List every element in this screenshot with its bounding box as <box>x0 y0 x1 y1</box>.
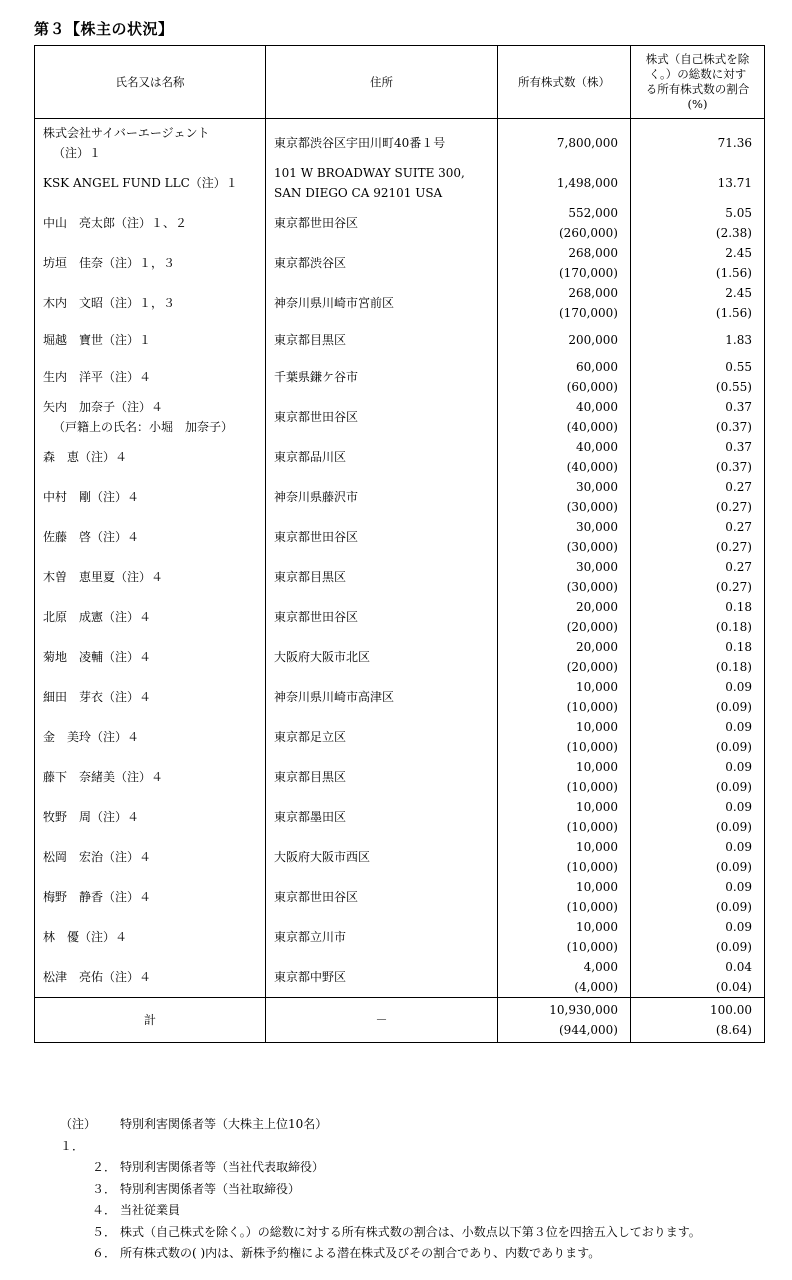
ratio-cell <box>631 957 765 998</box>
address-cell <box>266 677 498 717</box>
total-shares-potential: (944,000) <box>559 1023 618 1037</box>
ratio-value: 0.09 <box>725 760 752 774</box>
shares-cell <box>498 477 631 517</box>
shares-value: 10,000 <box>576 720 618 734</box>
table-row <box>35 243 765 283</box>
shares-potential: (170,000) <box>559 266 618 280</box>
address-cell <box>266 917 498 957</box>
table-row <box>35 837 765 877</box>
shares-potential: (4,000) <box>574 980 618 994</box>
holder-address: 大阪府大阪市西区 <box>274 850 371 864</box>
address-cell <box>266 637 498 677</box>
name-cell <box>35 397 266 437</box>
address-cell <box>266 477 498 517</box>
ratio-value: 2.45 <box>725 286 752 300</box>
table-row <box>35 717 765 757</box>
address-cell <box>266 837 498 877</box>
shares-value: 7,800,000 <box>556 136 618 150</box>
holder-address: 東京都渋谷区宇田川町40番１号 <box>274 136 446 150</box>
table-row <box>35 557 765 597</box>
holder-address: 東京都渋谷区 <box>274 256 347 270</box>
ratio-potential: (0.27) <box>715 580 752 594</box>
ratio-value: 2.45 <box>725 246 752 260</box>
shares-cell <box>498 597 631 637</box>
ratio-cell <box>631 917 765 957</box>
holder-address: 東京都中野区 <box>274 970 347 984</box>
holder-name: 木内 文昭（注）１，３ <box>43 296 176 310</box>
holder-address: 東京都足立区 <box>274 730 347 744</box>
ratio-potential: (0.18) <box>715 660 752 674</box>
holder-name: 木曽 恵里夏（注）４ <box>43 570 164 584</box>
holder-name: 牧野 周（注）４ <box>43 810 140 824</box>
shares-cell <box>498 757 631 797</box>
total-shares-value: 10,930,000 <box>549 1003 618 1017</box>
name-cell <box>35 797 266 837</box>
name-cell <box>35 243 266 283</box>
holder-address: 東京都世田谷区 <box>274 216 359 230</box>
ratio-potential: (0.09) <box>715 740 752 754</box>
ratio-cell <box>631 243 765 283</box>
holder-name: 中山 亮太郎（注）１、２ <box>43 216 188 230</box>
holder-address: 神奈川県川崎市高津区 <box>274 690 395 704</box>
name-cell <box>35 477 266 517</box>
shares-value: 1,498,000 <box>556 176 618 190</box>
ratio-cell <box>631 597 765 637</box>
note-text: 特別利害関係者等（当社代表取締役） <box>120 1160 325 1174</box>
holder-name: 林 優（注）４ <box>43 930 128 944</box>
ratio-cell <box>631 357 765 397</box>
shares-potential: (10,000) <box>566 700 618 714</box>
holder-name: 北原 成憲（注）４ <box>43 610 152 624</box>
shares-value: 40,000 <box>576 440 618 454</box>
shares-potential: (10,000) <box>566 740 618 754</box>
name-cell <box>35 203 266 243</box>
name-cell <box>35 437 266 477</box>
shares-potential: (10,000) <box>566 900 618 914</box>
holder-name-note: （戸籍上の氏名：小堀 加奈子） <box>53 420 234 434</box>
shares-potential: (170,000) <box>559 306 618 320</box>
shares-potential: (10,000) <box>566 940 618 954</box>
holder-address: 東京都墨田区 <box>274 810 347 824</box>
note-label: ２． <box>91 1160 116 1174</box>
table-row <box>35 597 765 637</box>
shares-value: 10,000 <box>576 680 618 694</box>
holder-address: 東京都世田谷区 <box>274 410 359 424</box>
header-name: 氏名又は名称 <box>35 46 266 119</box>
shares-value: 30,000 <box>576 560 618 574</box>
holder-address: 101 W BROADWAY SUITE 300, <box>274 166 465 180</box>
shares-potential: (30,000) <box>566 500 618 514</box>
address-cell <box>266 203 498 243</box>
ratio-value: 0.37 <box>725 400 752 414</box>
table-row <box>35 437 765 477</box>
shares-cell <box>498 637 631 677</box>
holder-name: 梅野 静香（注）４ <box>43 890 152 904</box>
total-shares <box>498 998 631 1043</box>
total-ratio <box>631 998 765 1043</box>
shares-cell <box>498 357 631 397</box>
ratio-potential: (0.37) <box>715 420 752 434</box>
header-ratio-line3: る所有株式数の割合 <box>645 82 750 96</box>
holder-name-note: （注）１ <box>53 146 102 160</box>
address-cell <box>266 243 498 283</box>
name-cell <box>35 837 266 877</box>
ratio-cell <box>631 163 765 203</box>
ratio-value: 0.55 <box>725 360 752 374</box>
ratio-potential: (0.09) <box>715 860 752 874</box>
address-cell <box>266 517 498 557</box>
table-row <box>35 917 765 957</box>
shares-value: 30,000 <box>576 520 618 534</box>
holder-address: 千葉県鎌ケ谷市 <box>274 370 359 384</box>
address-cell <box>266 957 498 998</box>
note-item <box>60 1157 770 1179</box>
address-cell <box>266 119 498 164</box>
ratio-value: 0.09 <box>725 680 752 694</box>
name-cell <box>35 283 266 323</box>
holder-name: 森 恵（注）４ <box>43 450 128 464</box>
shares-cell <box>498 917 631 957</box>
table-row <box>35 477 765 517</box>
header-address: 住所 <box>266 46 498 119</box>
address-cell <box>266 283 498 323</box>
address-cell <box>266 397 498 437</box>
shares-cell <box>498 163 631 203</box>
table-row <box>35 163 765 203</box>
shares-value: 40,000 <box>576 400 618 414</box>
table-row <box>35 119 765 164</box>
holder-name: 中村 剛（注）４ <box>43 490 140 504</box>
total-address: － <box>266 998 498 1043</box>
header-shares: 所有株式数（株） <box>498 46 631 119</box>
address-cell <box>266 597 498 637</box>
shares-cell <box>498 243 631 283</box>
note-text: 特別利害関係者等（当社取締役） <box>120 1181 301 1196</box>
note-label: （注）１． <box>60 1117 97 1153</box>
name-cell <box>35 877 266 917</box>
address-cell <box>266 717 498 757</box>
note-text: 特別利害関係者等（大株主上位10名） <box>120 1117 328 1131</box>
holder-name: 松岡 宏治（注）４ <box>43 850 152 864</box>
shares-value: 10,000 <box>576 840 618 854</box>
holder-name: 金 美玲（注）４ <box>43 730 140 744</box>
shares-cell <box>498 677 631 717</box>
shares-cell <box>498 837 631 877</box>
ratio-potential: (0.09) <box>715 780 752 794</box>
shares-potential: (30,000) <box>566 580 618 594</box>
ratio-value: 0.27 <box>725 520 752 534</box>
shares-cell <box>498 797 631 837</box>
note-label: ５． <box>91 1224 116 1239</box>
table-body <box>35 119 765 998</box>
holder-address: 東京都世田谷区 <box>274 530 359 544</box>
shares-potential: (30,000) <box>566 540 618 554</box>
ratio-potential: (1.56) <box>715 266 752 280</box>
shares-potential: (260,000) <box>559 226 618 240</box>
ratio-value: 0.09 <box>725 720 752 734</box>
holder-address: 神奈川県藤沢市 <box>274 490 359 504</box>
address-cell <box>266 437 498 477</box>
name-cell <box>35 757 266 797</box>
name-cell <box>35 119 266 164</box>
name-cell <box>35 957 266 998</box>
ratio-value: 5.05 <box>725 206 752 220</box>
total-ratio-potential: (8.64) <box>715 1023 752 1037</box>
holder-name: 菊地 凌輔（注）４ <box>43 650 152 664</box>
shares-value: 30,000 <box>576 480 618 494</box>
name-cell <box>35 323 266 357</box>
shares-cell <box>498 119 631 164</box>
ratio-value: 0.09 <box>725 800 752 814</box>
shares-value: 20,000 <box>576 640 618 654</box>
ratio-potential: (0.09) <box>715 900 752 914</box>
ratio-cell <box>631 477 765 517</box>
holder-address: 東京都目黒区 <box>274 770 347 784</box>
ratio-potential: (0.55) <box>715 380 752 394</box>
shares-value: 10,000 <box>576 880 618 894</box>
shares-value: 60,000 <box>576 360 618 374</box>
shares-potential: (60,000) <box>566 380 618 394</box>
ratio-value: 0.37 <box>725 440 752 454</box>
shares-cell <box>498 323 631 357</box>
ratio-potential: (0.37) <box>715 460 752 474</box>
name-cell <box>35 717 266 757</box>
ratio-cell <box>631 797 765 837</box>
address-cell <box>266 877 498 917</box>
shares-value: 552,000 <box>568 206 618 220</box>
ratio-cell <box>631 397 765 437</box>
total-row <box>35 998 765 1043</box>
holder-address: 神奈川県川崎市宮前区 <box>274 296 395 310</box>
holder-address: 東京都目黒区 <box>274 570 347 584</box>
notes-section <box>60 1114 770 1265</box>
address-cell <box>266 757 498 797</box>
holder-name: 生内 洋平（注）４ <box>43 370 152 384</box>
note-item <box>60 1243 770 1265</box>
table-row <box>35 957 765 998</box>
shares-potential: (20,000) <box>566 620 618 634</box>
header-ratio-line2: く。）の総数に対す <box>648 67 747 81</box>
name-cell <box>35 163 266 203</box>
holder-name: 株式会社サイバーエージェント <box>43 126 210 140</box>
shares-potential: (10,000) <box>566 780 618 794</box>
table-row <box>35 797 765 837</box>
page-title: 第３【株主の状況】 <box>34 20 174 38</box>
table-row <box>35 283 765 323</box>
table-row <box>35 397 765 437</box>
holder-address-line2: SAN DIEGO CA 92101 USA <box>274 186 443 200</box>
ratio-value: 1.83 <box>725 333 752 347</box>
shareholder-table <box>34 45 765 1043</box>
shares-value: 10,000 <box>576 800 618 814</box>
table-row <box>35 637 765 677</box>
shares-cell <box>498 437 631 477</box>
name-cell <box>35 517 266 557</box>
ratio-cell <box>631 119 765 164</box>
address-cell <box>266 797 498 837</box>
total-label: 計 <box>35 998 266 1043</box>
ratio-potential: (1.56) <box>715 306 752 320</box>
ratio-cell <box>631 637 765 677</box>
shares-cell <box>498 557 631 597</box>
shares-cell <box>498 717 631 757</box>
header-ratio <box>631 46 765 119</box>
shares-value: 268,000 <box>568 246 618 260</box>
table-header-row <box>35 46 765 119</box>
name-cell <box>35 357 266 397</box>
table-row <box>35 877 765 917</box>
ratio-cell <box>631 283 765 323</box>
shares-cell <box>498 283 631 323</box>
ratio-value: 71.36 <box>717 136 752 150</box>
shares-cell <box>498 877 631 917</box>
ratio-cell <box>631 557 765 597</box>
shares-value: 10,000 <box>576 920 618 934</box>
address-cell <box>266 163 498 203</box>
note-text: 当社従業員 <box>120 1203 181 1217</box>
holder-address: 東京都目黒区 <box>274 333 347 347</box>
note-label: ４． <box>91 1203 116 1217</box>
holder-name: 佐藤 啓（注）４ <box>43 530 140 544</box>
ratio-cell <box>631 517 765 557</box>
name-cell <box>35 637 266 677</box>
note-label: ３． <box>91 1181 116 1196</box>
ratio-cell <box>631 837 765 877</box>
total-ratio-value: 100.00 <box>710 1003 752 1017</box>
ratio-cell <box>631 323 765 357</box>
ratio-value: 0.09 <box>725 840 752 854</box>
ratio-value: 0.09 <box>725 920 752 934</box>
holder-address: 大阪府大阪市北区 <box>274 650 371 664</box>
holder-address: 東京都立川市 <box>274 930 347 944</box>
table-row <box>35 677 765 717</box>
holder-address: 東京都世田谷区 <box>274 890 359 904</box>
name-cell <box>35 677 266 717</box>
ratio-potential: (0.04) <box>715 980 752 994</box>
header-ratio-line1: 株式（自己株式を除 <box>645 52 750 66</box>
ratio-value: 0.18 <box>725 600 752 614</box>
ratio-value: 0.09 <box>725 880 752 894</box>
address-cell <box>266 557 498 597</box>
note-label: ６． <box>91 1246 116 1260</box>
name-cell <box>35 597 266 637</box>
holder-name: 堀越 寶世（注）１ <box>43 333 152 347</box>
table-row <box>35 757 765 797</box>
shares-value: 10,000 <box>576 760 618 774</box>
holder-name: KSK ANGEL FUND LLC（注）１ <box>43 176 238 190</box>
ratio-value: 0.18 <box>725 640 752 654</box>
ratio-potential: (2.38) <box>715 226 752 240</box>
ratio-cell <box>631 877 765 917</box>
note-text: 所有株式数の( )内は、新株予約権による潜在株式及びその割合であり、内数であります。 <box>120 1246 601 1260</box>
ratio-potential: (0.27) <box>715 540 752 554</box>
shares-potential: (10,000) <box>566 820 618 834</box>
ratio-value: 0.27 <box>725 560 752 574</box>
note-item <box>60 1179 770 1201</box>
ratio-cell <box>631 203 765 243</box>
holder-name: 松津 亮佑（注）４ <box>43 970 152 984</box>
ratio-value: 0.04 <box>725 960 752 974</box>
shares-potential: (40,000) <box>566 420 618 434</box>
holder-address: 東京都品川区 <box>274 450 347 464</box>
ratio-cell <box>631 717 765 757</box>
ratio-potential: (0.27) <box>715 500 752 514</box>
note-item <box>60 1222 770 1244</box>
ratio-potential: (0.09) <box>715 820 752 834</box>
ratio-cell <box>631 437 765 477</box>
ratio-potential: (0.18) <box>715 620 752 634</box>
shares-value: 200,000 <box>568 333 618 347</box>
holder-name: 矢内 加奈子（注）４ <box>43 400 164 414</box>
note-item <box>60 1200 770 1222</box>
name-cell <box>35 917 266 957</box>
ratio-value: 13.71 <box>717 176 752 190</box>
table-row <box>35 323 765 357</box>
holder-address: 東京都世田谷区 <box>274 610 359 624</box>
ratio-cell <box>631 757 765 797</box>
table-row <box>35 517 765 557</box>
address-cell <box>266 323 498 357</box>
shares-value: 20,000 <box>576 600 618 614</box>
ratio-cell <box>631 677 765 717</box>
shares-potential: (40,000) <box>566 460 618 474</box>
note-text: 株式（自己株式を除く。）の総数に対する所有株式数の割合は、小数点以下第３位を四捨五入しております。 <box>120 1224 701 1239</box>
shares-value: 268,000 <box>568 286 618 300</box>
note-item <box>60 1114 770 1157</box>
holder-name: 藤下 奈緒美（注）４ <box>43 770 164 784</box>
name-cell <box>35 557 266 597</box>
shares-potential: (20,000) <box>566 660 618 674</box>
holder-name: 坊垣 佳奈（注）１，３ <box>43 256 176 270</box>
address-cell <box>266 357 498 397</box>
holder-name: 細田 芽衣（注）４ <box>43 690 152 704</box>
shares-cell <box>498 517 631 557</box>
ratio-potential: (0.09) <box>715 700 752 714</box>
shares-cell <box>498 397 631 437</box>
shares-cell <box>498 203 631 243</box>
table-row <box>35 203 765 243</box>
shares-cell <box>498 957 631 998</box>
ratio-potential: (0.09) <box>715 940 752 954</box>
table-row <box>35 357 765 397</box>
shares-potential: (10,000) <box>566 860 618 874</box>
header-ratio-line4: (%) <box>687 97 708 111</box>
ratio-value: 0.27 <box>725 480 752 494</box>
shares-value: 4,000 <box>583 960 618 974</box>
